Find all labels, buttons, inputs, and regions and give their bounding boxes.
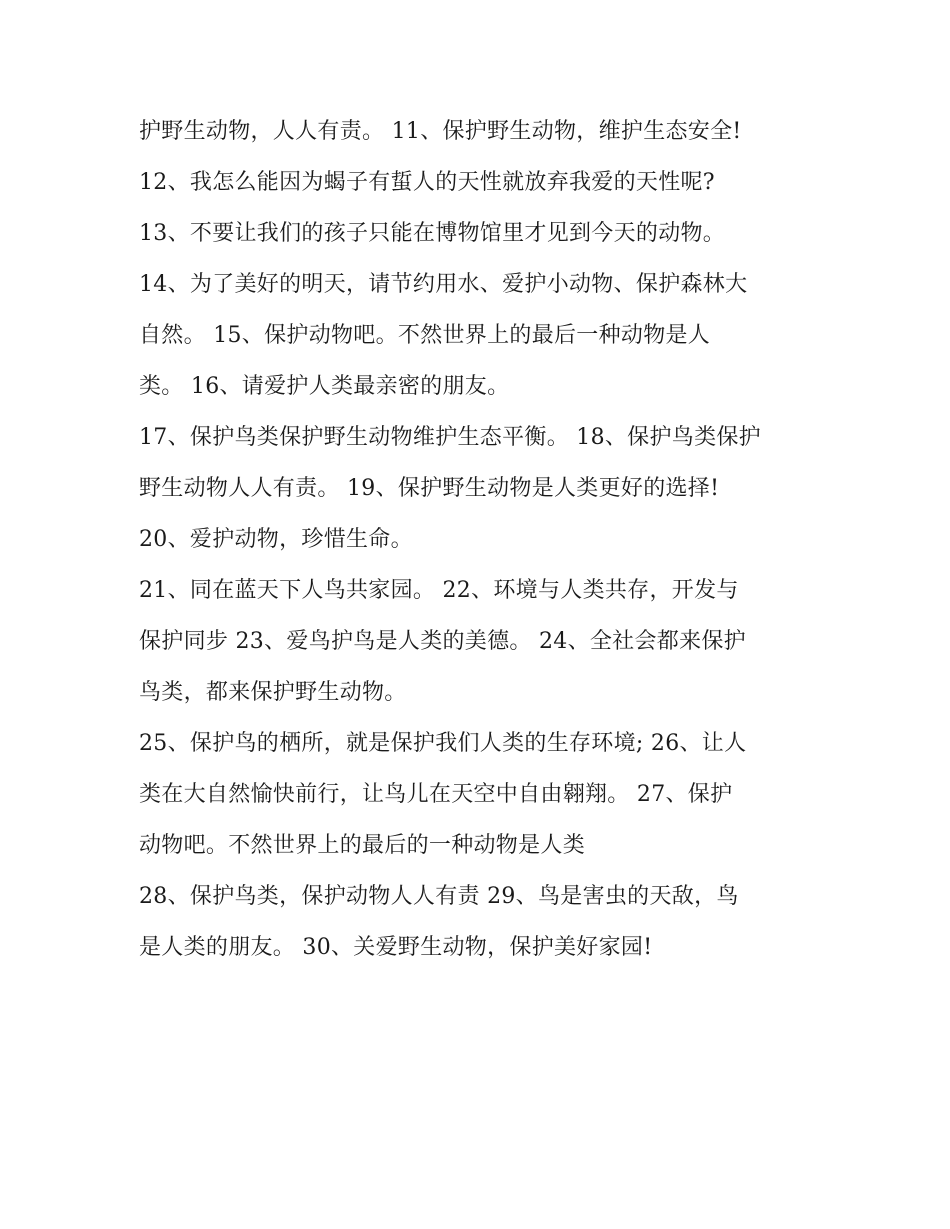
text-line: 12、我怎么能因为蝎子有蜇人的天性就放弃我爱的天性呢? [139,170,715,195]
text-line: 护野生动物，人人有责。 11、保护野生动物，维护生态安全! [139,119,742,144]
text-line: 动物吧。不然世界上的最后的一种动物是人类 [139,833,586,858]
text-line: 保护同步 23、爱鸟护鸟是人类的美德。 24、全社会都来保护 [139,629,746,654]
text-line: 类在大自然愉快前行，让鸟儿在天空中自由翱翔。 27、保护 [139,782,733,807]
text-line: 自然。 15、保护动物吧。不然世界上的最后一种动物是人 [139,323,711,348]
text-line: 20、爱护动物，珍惜生命。 [139,527,413,552]
text-line: 28、保护鸟类，保护动物人人有责 29、鸟是害虫的天敌，鸟 [139,884,739,909]
text-line: 21、同在蓝天下人鸟共家园。 22、环境与人类共存，开发与 [139,578,739,603]
text-line: 14、为了美好的明天，请节约用水、爱护小动物、保护森林大 [139,272,748,297]
text-line: 25、保护鸟的栖所，就是保护我们人类的生存环境; 26、让人 [139,731,747,756]
text-line: 野生动物人人有责。 19、保护野生动物是人类更好的选择! [139,476,720,501]
text-line: 鸟类，都来保护野生动物。 [139,680,407,705]
text-line: 是人类的朋友。 30、关爱野生动物，保护美好家园! [139,935,653,960]
text-line: 13、不要让我们的孩子只能在博物馆里才见到今天的动物。 [139,221,726,246]
text-line: 17、保护鸟类保护野生动物维护生态平衡。 18、保护鸟类保护 [139,425,761,450]
text-line: 类。 16、请爱护人类最亲密的朋友。 [139,374,510,399]
document-body [139,106,829,973]
